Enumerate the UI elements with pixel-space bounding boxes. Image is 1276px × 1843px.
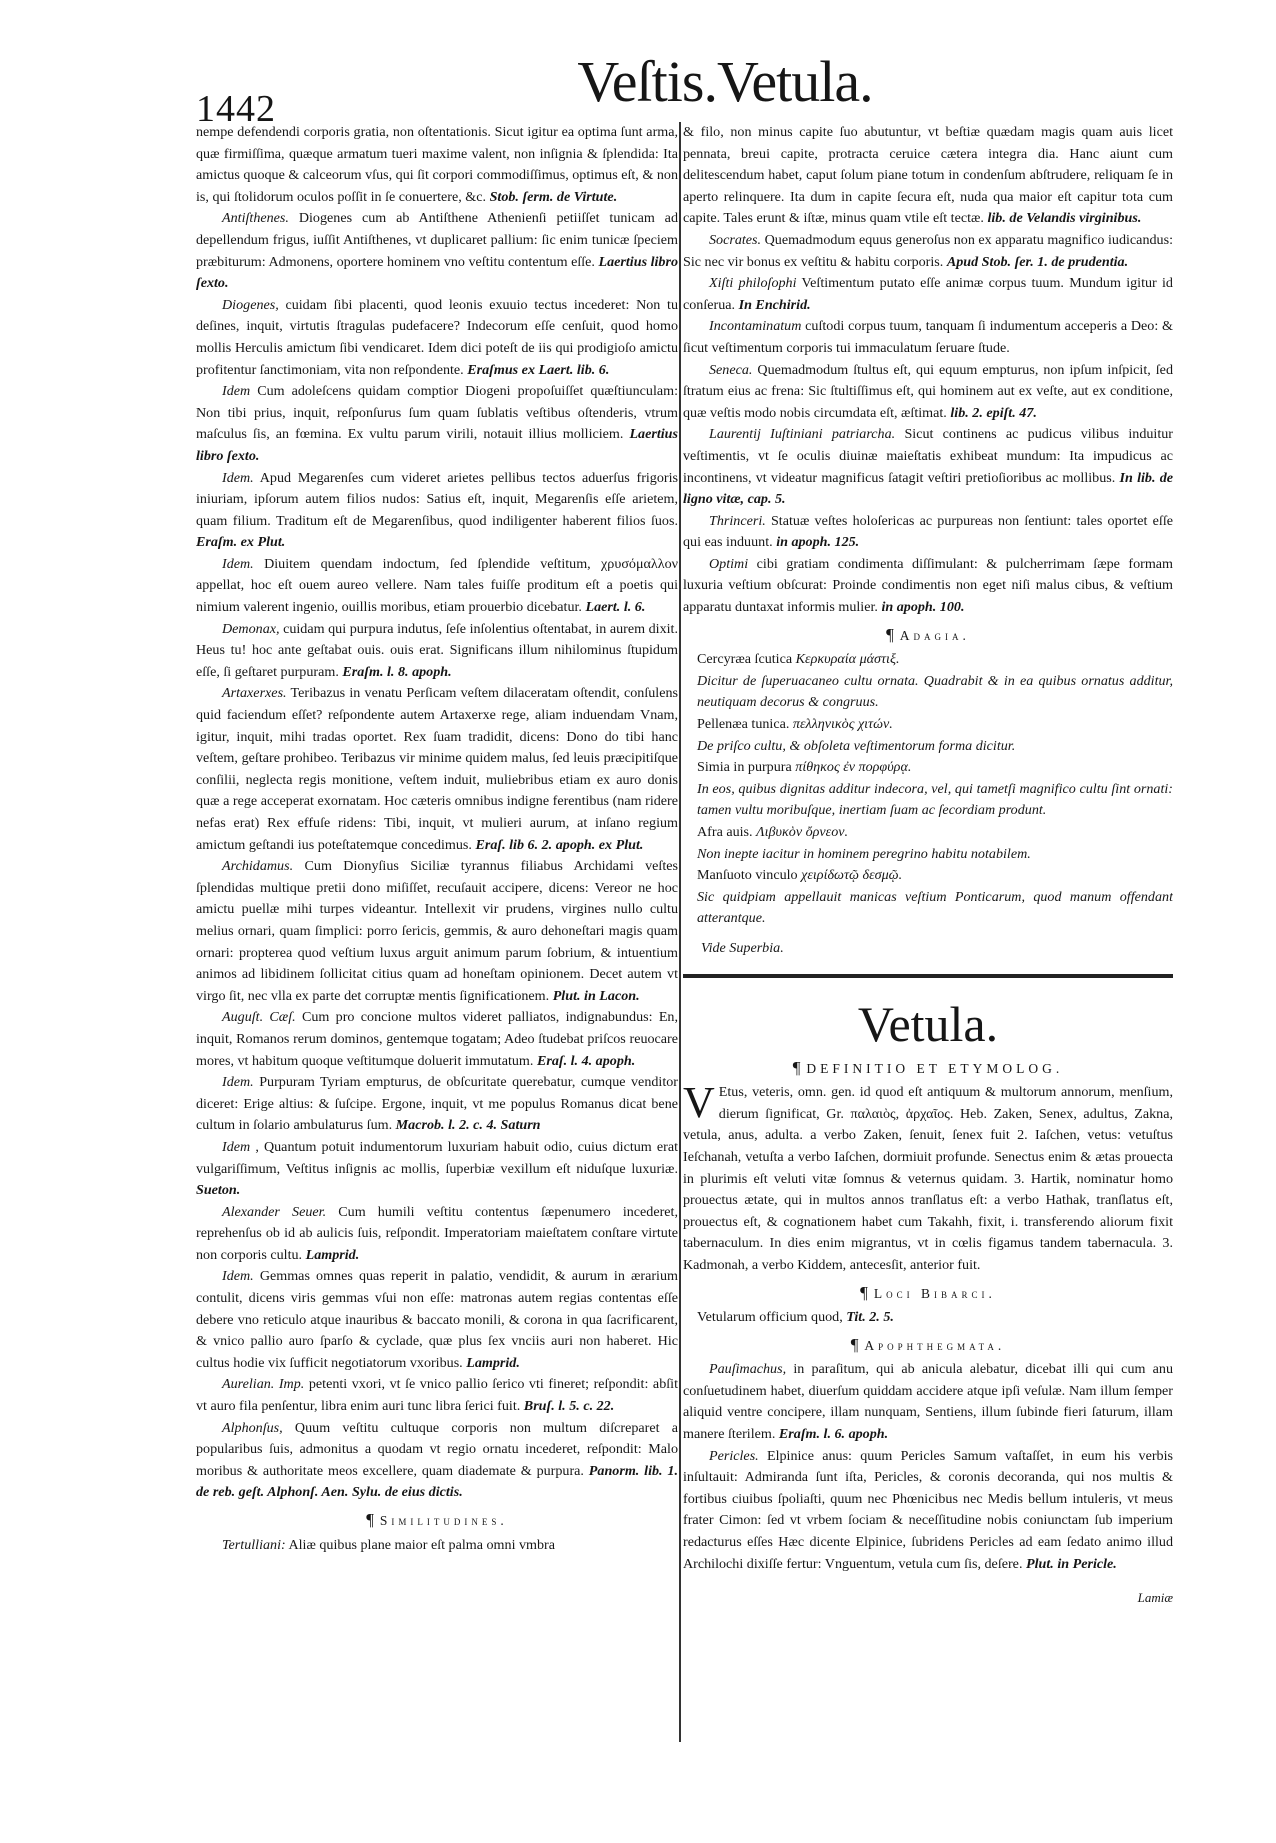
entry-reference: Sueton. xyxy=(196,1182,241,1199)
entry-paragraph xyxy=(196,208,678,294)
left-column xyxy=(196,122,678,1822)
entry-text: cuſtodi corpus tuum, tanquam ſi indumentum acceperis a Deo: & ſicut veſtimentum corporis tui immaculatum ſeruare ſtude. xyxy=(683,318,1173,356)
apophthegmata-entries xyxy=(683,1359,1173,1575)
entry-reference: Lamprid. xyxy=(305,1246,360,1263)
entry-paragraph xyxy=(196,554,678,619)
loci-label: Loci Bibarci. xyxy=(873,1285,996,1301)
loci-text: Vetularum officium quod, xyxy=(697,1309,843,1326)
adagium-text: Afra auis. xyxy=(697,824,753,840)
loci-reference: Tit. 2. 5. xyxy=(846,1309,894,1326)
paragraph-mark-icon: ¶ xyxy=(366,1510,374,1529)
entry-text: cuidam ſibi placenti, quod leonis exuuio tectus incederet: Non tu deſines, inquit, virtutis ſtragulas pudefacere? Indecorum eſſe cenſuit, quod homo mollis Herculis amictum ſibi vendicaret. Idem dici poteſt de iis qui prodigioſo amictu profitentur ſanctimoniam, vita non reſpondente. xyxy=(196,296,678,378)
cross-reference: Vide Superbia. xyxy=(701,939,784,956)
entry-reference: Plut. in Lacon. xyxy=(552,987,640,1004)
entry-paragraph xyxy=(683,316,1173,359)
entry-text: petenti vxori, vt ſe vnico pallio ſerico vti fineret; reſpondit: abſit vt auro fila penſentur, libra enim auri tunc libra ſerici fuit. xyxy=(196,1376,678,1415)
entry-text: Aliæ quibus plane maior eſt palma omni vmbra xyxy=(288,1536,556,1553)
entry-text: Elpinice anus: quum Pericles Samum vaſtaſſet, in eum his verbis inſultauit: Admiranda ſunt iſta, Pericles, & coronis decoranda, qui nos multis & fortibus ciuibus ſpoliaſti, quum nec Phœnicibus nec Medis bellum intuleris, vt meus frater Cimon: ſed vt vrbem ſociam & neceſſitudine nobis coniunctam ſub imperium redacturus eſſes Hæc dicente Elpinice, ſubridens Pericles ad eam ſedato animo illud Archilochi dixiſſe fertur: Vnguentum, vetula cum ſis, deſere. xyxy=(683,1447,1173,1572)
loci-heading xyxy=(683,1282,1173,1305)
entry-text: Teribazus in venatu Perſicam veſtem dilaceratam oſtendit, conſulens quid faciendum eſſet? reſpondente autem Artaxerxe rege, aliam induendam Vnam, igitur, inquit, mihi tradas oportet. Rex ſuam tradidit, dicens: Dono do tibi hanc veſtem, geſtare prohibeo. Teribazus vir minime quidem malus, ſed leuis præcipitiſque conſilii, neglecta regis monitione, veſtem induit, muliebribus etiam ex auro donis quæ a rege acceperat exornatam. Hoc cæteris omnibus indigne ferentibus (nam ridere nefas erat) Rex effuſe ridens: Tibi, inquit, vt mulieri aurum, at inſano regium amictum geſtandi ius poteſtatemque concedimus. xyxy=(196,685,678,853)
entry-text: Gemmas omnes quas reperit in palatio, vendidit, & aurum in ærarium contulit, dicens viris gemmas vſui non eſſe: matronas autem regias contentas eſſe debere vno reticulo atque inauribus & baccato monili, & corona in qua ſacrificarent, & vnico pallio auro ſparſo & cyclade, quæ plus ſex vnciis auri non haberet. Hic cultus hodie vix ſufficit negotiatorum vxoribus. xyxy=(196,1268,678,1371)
entry-text: Cum pro concione multos videret palliatos, indignabundus: En, inquit, Romanos rerum dominos, gentemque togatam; Adeo ſtudebat priſcos reuocare mores, vt habitum quoque veſtitumque doluerit immutatum. xyxy=(196,1009,678,1069)
entry-source-name: Socrates. xyxy=(709,231,762,248)
adagia-list xyxy=(697,649,1173,930)
adagium-greek: πελληνικὸς χιτών. xyxy=(792,716,893,733)
apophthegm-paragraph xyxy=(683,1446,1173,1576)
entry-paragraph xyxy=(683,424,1173,510)
entry-source-name: Optimi xyxy=(709,555,749,572)
entry-reference: Eraſm. l. 6. apoph. xyxy=(778,1426,889,1443)
entry-source-name: Archidamus. xyxy=(222,858,294,875)
entry-text: & filo, non minus capite ſuo abutuntur, vt beſtiæ quædam magis quam auis licet pennata, breui capite, protracta ceruice cætera integra dia. Hanc aiunt cum delitescendum habet, caput ſolum piane totum in condenſum abſtrudere, reliquam ſe in aperto relinquere. Ita dum in capite ſecura eſt, nuda qua maior eſt capitur tota cum capite. Tales erunt & iſtæ, minus quam vtile eſt tectæ. xyxy=(683,124,1173,227)
adagium-item xyxy=(697,844,1173,866)
adagium-greek: Λιβυκὸν ὄρνεον. xyxy=(756,824,849,840)
entry-source-name: Laurentij Iuſtiniani patriarcha. xyxy=(709,426,896,443)
entry-paragraph xyxy=(196,1374,678,1417)
entry-source-name: Idem. xyxy=(222,555,254,572)
entry-reference: in apoph. 100. xyxy=(881,599,965,616)
entry-reference: Laert. l. 6. xyxy=(585,599,646,616)
entry-source-name: Pauſimachus, xyxy=(709,1361,787,1378)
entry-paragraph xyxy=(196,1266,678,1374)
adagium-item xyxy=(697,779,1173,822)
definitio-text: Etus, veteris, omn. gen. id quod eſt antiquum & multorum annorum, menſium, dierum ſignificat, Gr. παλαιὸς, ἀρχαῖος. Heb. Zaken, Senex, adultus, Zakna, vetula, anus, adulta. a verbo Zaken, ſenuit, ſenex fuit 2. Iaſchen, vetus: vetuſtus Ieſchanah, vetuſta a verbo Iaſchen, dormiuit profunde. Senectus enim & ætas prouecta in plurimis eſt veluti vitæ ſomnus & veternus quidam. 3. Hartik, nominatur homo prouectus ætate, qui in multos annos tranſlatus eſt: a verbo Hathak, tranſlatus eſt, prouectus eſt, & cognationem habet cum Takahh, fixit, i. transferendo aliorum fixit tabernaculum. In dies enim migrantus, vt in cœlis figamus tandem tabernacula. 3. Kadmonah, a verbo Kiddem, antecesſit, anterior fuit. xyxy=(683,1084,1173,1273)
adagium-item xyxy=(697,757,1173,779)
adagium-text: De priſco cultu, & obſoleta veſtimentorum forma dicitur. xyxy=(697,737,1016,754)
right-column-entries xyxy=(683,122,1173,646)
adagium-greek: πίθηκος ἐν πορφύρᾳ. xyxy=(795,759,912,776)
entry-source-name: Pericles. xyxy=(709,1447,759,1464)
adagium-text: Cercyræa ſcutica xyxy=(697,651,793,668)
entry-reference: Laertius libro ſexto. xyxy=(196,426,678,464)
entry-reference: lib. de Velandis virginibus. xyxy=(987,210,1142,227)
entry-source-name: Demonax, xyxy=(222,620,280,637)
adagium-text: Manſuoto vinculo xyxy=(697,867,798,884)
entry-text: Cum adoleſcens quidam comptior Diogeni propoſuiſſet quæſtiunculam: Non tibi prius, inquit, reſponſurus ſum quam ſublatis veſtibus oſtenderis, vtrum maſculus ſis, an fœmina. Ex vultu parum virili, notauit illius molliciem. xyxy=(196,383,678,443)
entry-source-name: Idem. xyxy=(222,1268,254,1285)
section-label: Adagia. xyxy=(899,627,970,643)
entry-reference: lib. 2. epiſt. 47. xyxy=(950,404,1037,421)
entry-text: Diogenes cum ab Antiſthene Athenienſi petiiſſet tunicam ad depellendum frigus, iuſſit Antiſthenes, vt duplicaret pallium: ſic enim tunicæ ſpeciem præbiturum: Admonens, oportere hominem vno veſtitu contentum eſſe. xyxy=(196,210,678,270)
entry-source-name: Diogenes, xyxy=(222,296,279,313)
entry-reference: In lib. de ligno vitæ, cap. 5. xyxy=(683,469,1173,508)
entry-reference: Eraſm. l. 8. apoph. xyxy=(342,663,452,680)
entry-text: cuidam qui purpura indutus, ſeſe inſolentius oſtentabat, in aurem dixit. Heus tu! hoc ante geſtabat ouis. ouis erat. Significans illum nihilominus ſtupidum eſſe, ſi geſtaret purpuram. xyxy=(196,620,678,680)
entry-source-name: Incontaminatum xyxy=(709,318,802,335)
definitio-heading xyxy=(683,1057,1173,1080)
entry-reference: Lamprid. xyxy=(466,1354,520,1371)
entry-paragraph xyxy=(196,856,678,1007)
entry-source-name: Auguſt. Cæſ. xyxy=(222,1009,296,1026)
entry-paragraph xyxy=(196,619,678,684)
adagium-text: In eos, quibus dignitas additur indecora, vel, qui tametſi magnifico cultu ſint ornati: tamen vultu moribuſque, inertiam ſuam ac ſecordiam produnt. xyxy=(697,780,1173,819)
entry-source-name: Antiſthenes. xyxy=(222,210,289,227)
section-heading xyxy=(196,1509,678,1532)
entry-reference: Macrob. l. 2. c. 4. Saturn xyxy=(395,1117,541,1134)
entry-text: in paraſitum, qui ab anicula alebatur, dicebat illi qui cum anu conſuetudinem habet, diuerſum quiddam accidere atque ipſi veſulæ. Nam illum ſemper aliquid ventre concipere, illam nunquam, Sentiens, illum ſubinde fieri ſaturum, illam manere ſterilem. xyxy=(683,1361,1173,1443)
entry-source-name: Idem xyxy=(222,1138,251,1155)
column-rule xyxy=(679,122,681,1742)
entry-reference: in apoph. 125. xyxy=(776,534,860,551)
adagium-item xyxy=(697,887,1173,930)
entry-source-name: Xiſti philoſophi xyxy=(709,275,797,292)
paragraph-mark-icon: ¶ xyxy=(850,1334,859,1354)
entry-source-name: Artaxerxes. xyxy=(222,685,287,702)
entry-paragraph xyxy=(683,122,1173,230)
entry-text: Purpuram Tyriam empturus, de obſcuritate querebatur, cumque venditor diceret: Erige altius: & ſuſcipe. Ergone, inquit, vt me populus Romanus dicat bene cultum in ſolario ambulaturus ſum. xyxy=(196,1074,678,1134)
entry-text: Quemadmodum equus generoſus non ex apparatu magnifico iudicandus: Sic nec vir bonus ex veſtitu & habitu corporis. xyxy=(683,231,1173,270)
adagium-text: Pellenæa tunica. xyxy=(697,716,790,733)
entry-paragraph xyxy=(683,511,1173,554)
entry-reference: Stob. ſerm. de Virtute. xyxy=(489,188,618,205)
entry-text: nempe defendendi corporis gratia, non oſtentationis. Sicut igitur ea optima ſunt arma, quæ firmiſſima, quæque armatum tueri maxime valent, non inſignia & ſplendida: Ita amictus quoque & calceorum vſus, qui ſit corpori commodiſſimus, optimus eſt, & non is, qui ſtolidorum oculos poſſit in ſe conuertere, &c. xyxy=(196,124,678,205)
entry-text: Veſtimentum putato eſſe animæ corpus tuum. Mundum igitur id conſerua. xyxy=(683,275,1173,313)
entry-reference: Eraſm. ex Plut. xyxy=(196,534,286,551)
entry-paragraph xyxy=(196,122,678,208)
section-divider xyxy=(683,974,1173,978)
paragraph-mark-icon: ¶ xyxy=(886,624,894,644)
entry-paragraph xyxy=(196,683,678,856)
adagium-text: Simia in purpura xyxy=(697,759,792,776)
entry-reference: Eraſmus ex Laert. lib. 6. xyxy=(467,361,610,378)
entry-paragraph xyxy=(683,554,1173,619)
definitio-label: DEFINITIO ET ETYMOLOG. xyxy=(806,1060,1064,1076)
entry-paragraph xyxy=(683,230,1173,273)
section-label: Similitudines. xyxy=(379,1513,508,1528)
entry-source-name: Alphonſus, xyxy=(222,1419,283,1436)
entry-source-name: Thrinceri. xyxy=(709,512,766,529)
loci-entry xyxy=(697,1307,1173,1329)
entry-paragraph xyxy=(196,1072,678,1137)
entry-paragraph xyxy=(196,1007,678,1072)
entry-paragraph xyxy=(196,1202,678,1267)
entry-text: Cum humili veſtitu contentus ſæpenumero incederet, reprehenſus ob id ab aulicis ſuis, reſpondit. Imperatoriam maieſtatem conſtare virtute non corporis cultu. xyxy=(196,1203,678,1263)
entry-reference: Eraſ. lib 6. 2. apoph. ex Plut. xyxy=(475,836,644,853)
adagium-greek: χειρίδωτῷ δεσμῷ. xyxy=(801,867,903,884)
entry-reference: Plut. in Pericle. xyxy=(1026,1555,1117,1572)
entry-text: Quemadmodum ſtultus eſt, qui equum empturus, non ipſum inſpicit, ſed ſtratum eius ac frena: Sic ſtultiſſimus eſt, qui hominem aut ex veſte, aut ex conditione, quæ veſtis modo nobis circumdata eſt, æſtimat. xyxy=(683,361,1173,421)
adagium-item xyxy=(697,865,1173,887)
adagium-item xyxy=(697,736,1173,758)
adagium-greek: Κερκυραία μάστιξ. xyxy=(795,651,900,668)
entry-paragraph xyxy=(196,295,678,381)
entry-reference: Panorm. lib. 1. de reb. geſt. Alphonſ. Aen. Sylu. de eius dictis. xyxy=(196,1462,678,1501)
apophthegmata-heading xyxy=(683,1334,1173,1357)
vetula-title: Vetula. xyxy=(857,995,999,1052)
entry-paragraph xyxy=(683,273,1173,316)
adagium-item xyxy=(697,714,1173,736)
adagium-item xyxy=(697,671,1173,714)
entry-text: Sicut continens ac pudicus vilibus induitur veſtimentis, vt ſe oculis diuinæ maieſtatis exhibeat mundum: Ita impudicus ac incontinens, vt videatur magnificus ſatagit veſtiri pretioſioribus ac mollibus. xyxy=(683,426,1173,486)
entry-text: , Quantum potuit indumentorum luxuriam habuit odio, cuius dictum erat vulgariſſimum, Veſtitus inſignis ac mollis, ſuperbiæ vexillum eſt niduſque luxuriæ. xyxy=(196,1138,678,1177)
section-heading xyxy=(683,624,1173,647)
entry-source-name: Idem. xyxy=(222,1074,254,1091)
entry-text: Statuæ veſtes holoſericas ac purpureas non ſentiunt: tales oportet eſſe qui eas induunt. xyxy=(683,512,1173,551)
entry-source-name: Idem. xyxy=(222,469,254,486)
page-number: 1442 xyxy=(196,88,276,130)
paragraph-mark-icon: ¶ xyxy=(792,1057,801,1077)
entry-source-name: Idem xyxy=(222,383,251,400)
entry-source-name: Seneca. xyxy=(709,361,753,378)
entry-text: cibi gratiam condimenta diſſimulant: & pulcherrimam ſæpe formam luxuria veſtium obſcurat: Proinde condimentis non eget niſi malus cibus, & veſtium apparatu duntaxat informis mulier. xyxy=(683,555,1173,616)
entry-paragraph xyxy=(196,468,678,554)
paragraph-mark-icon: ¶ xyxy=(860,1282,868,1302)
entry-reference: Eraſ. l. 4. apoph. xyxy=(536,1052,636,1069)
entry-text: Diuitem quendam indoctum, ſed ſplendide veſtitum, χρυσόμαλλον appellat, hoc eſt ouem aureo vellere. Nam tales fuiſſe proditum eſt a poetis qui nimium valerent ingenio, ouillis moribus, etiam prouerbio dicebatur. xyxy=(196,555,678,616)
entry-text: Quum veſtitu cultuque corporis non multum diſcreparet a popularibus ſuis, admonitus a quodam vt regio ornatu incederet, reſpondit: Malo moribus & authoritate meos excellere, quam diademate & purpura. xyxy=(196,1419,678,1479)
apophthegmata-label: Apophthegmata. xyxy=(864,1337,1006,1353)
entry-reference: Bruſ. l. 5. c. 22. xyxy=(523,1398,615,1415)
entry-paragraph xyxy=(196,1418,678,1504)
entry-text: Cum Dionyſius Siciliæ tyrannus filiabus Archidami veſtes ſplendidas multique pretii dono miſiſſet, recuſauit accipere, dicens: Vereor ne hoc amictu puellæ mihi turpes videantur. Intellexit vir prudens, virgines nullo cultu melius ornari, quam ſimplici: porro ſericis, gemmis, & auro dehoneſtari magis quam ornari: propterea quod veſtium luxus arguit animum parum ſobrium, & intuentium animos ad libidinem ſollicitat citius quam ad honeſtam opinionem. Decet autem vt virgo ſit, nec vlla ex parte det corruptæ mentis ſignificationem. xyxy=(196,858,678,1004)
entry-paragraph xyxy=(683,360,1173,425)
running-title: Veſtis.Vetula. xyxy=(577,49,873,114)
entry-reference: In Enchirid. xyxy=(738,296,811,313)
adagium-text: Sic quidpiam appellauit manicas veſtium Ponticarum, quod manum offendant atterantque. xyxy=(697,888,1173,927)
adagium-item xyxy=(697,822,1173,844)
catchword: Lamiæ xyxy=(1137,1590,1173,1606)
entry-text: Apud Megarenſes cum videret arietes pellibus tectos aduerſus frigoris iniuriam, ipſorum autem filios nudos: Satius eſt, inquit, Megarenſis eſſe arietem, quam filium. Traditum eſt de Megarenſibus, quod indiligenter haberent filios ſuos. xyxy=(196,469,678,529)
entry-paragraph xyxy=(196,1137,678,1202)
adagium-text: Dicitur de ſuperuacaneo cultu ornata. Quadrabit & in ea quibus ornatus additur, neutiquam decorus & congruus. xyxy=(697,672,1173,711)
adagium-text: Non inepte iacitur in hominem peregrino habitu notabilem. xyxy=(697,845,1031,862)
definitio-paragraph xyxy=(683,1078,1173,1276)
entry-paragraph xyxy=(196,381,678,467)
right-column xyxy=(683,122,1173,1822)
entry-source-name: Aurelian. Imp. xyxy=(222,1376,305,1393)
dropcap: V xyxy=(683,1078,715,1128)
entry-reference: Apud Stob. ſer. 1. de prudentia. xyxy=(946,253,1129,270)
entry-source-name: Alexander Seuer. xyxy=(222,1203,327,1220)
adagium-item xyxy=(697,649,1173,671)
apophthegm-paragraph xyxy=(683,1359,1173,1445)
entry-reference: Laertius libro ſexto. xyxy=(196,253,678,292)
entry-paragraph xyxy=(196,1535,678,1557)
entry-source-name: Tertulliani: xyxy=(222,1536,286,1553)
